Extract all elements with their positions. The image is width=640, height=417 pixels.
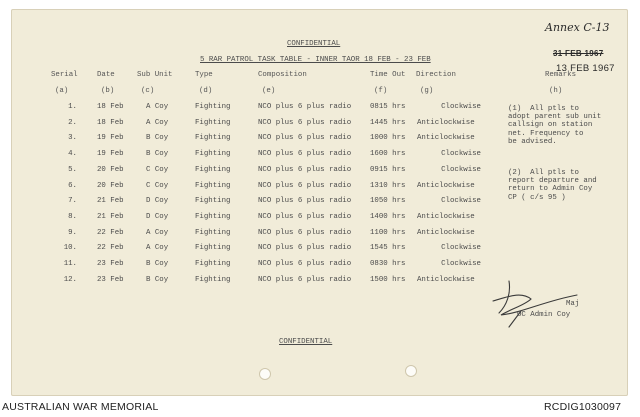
- bottom-classification: CONFIDENTIAL: [279, 338, 333, 346]
- row-composition: NCO plus 6 plus radio: [258, 134, 352, 143]
- column-header: Type: [195, 71, 213, 79]
- row-time-out: 1600 hrs: [370, 150, 406, 159]
- row-composition: NCO plus 6 plus radio: [258, 118, 352, 127]
- column-letter: (b): [101, 87, 115, 95]
- row-serial: 11.: [63, 260, 77, 268]
- row-date: 22 Feb: [97, 228, 124, 237]
- column-letter: (c): [141, 87, 155, 95]
- crossed-date-stamp: 31 FEB 1967: [553, 49, 604, 58]
- column-letter: (g): [420, 87, 434, 95]
- row-date: 19 Feb: [97, 150, 124, 159]
- row-sub-unit: B Coy: [146, 150, 169, 159]
- row-sub-unit: A Coy: [146, 228, 169, 237]
- row-serial: 3.: [68, 134, 77, 143]
- row-serial: 9.: [68, 228, 77, 237]
- row-type: Fighting: [195, 197, 231, 206]
- row-serial: 2.: [68, 118, 77, 127]
- row-time-out: 1050 hrs: [370, 197, 406, 206]
- row-serial: 7.: [68, 197, 77, 206]
- row-sub-unit: A Coy: [146, 244, 169, 253]
- row-serial: 4.: [68, 150, 77, 159]
- row-serial: 10.: [63, 244, 77, 253]
- row-date: 19 Feb: [97, 134, 124, 143]
- row-date: 21 Feb: [97, 212, 124, 221]
- row-time-out: 1100 hrs: [370, 228, 406, 237]
- column-header: Date: [97, 71, 115, 79]
- column-header: Direction: [416, 71, 456, 79]
- row-date: 23 Feb: [97, 275, 124, 284]
- row-date: 20 Feb: [97, 181, 124, 190]
- remark-1: (1) All ptls to adopt parent sub unit callsign on station net. Frequency to be advised.: [508, 105, 602, 146]
- row-composition: NCO plus 6 plus radio: [258, 212, 352, 221]
- row-sub-unit: A Coy: [146, 118, 169, 127]
- row-direction: Clockwise: [441, 103, 481, 111]
- row-date: 18 Feb: [97, 118, 124, 127]
- row-time-out: 1000 hrs: [370, 134, 406, 143]
- row-date: 23 Feb: [97, 260, 124, 268]
- row-serial: 5.: [68, 165, 77, 174]
- row-time-out: 1445 hrs: [370, 118, 406, 127]
- row-time-out: 0830 hrs: [370, 260, 406, 268]
- row-type: Fighting: [195, 150, 231, 159]
- row-time-out: 1400 hrs: [370, 212, 406, 221]
- row-type: Fighting: [195, 103, 231, 111]
- column-letter: (f): [374, 87, 388, 95]
- signature-title: OC Admin Coy: [517, 311, 571, 319]
- row-direction: Anticlockwise: [417, 212, 475, 221]
- signature: [481, 271, 601, 331]
- row-serial: 6.: [68, 181, 77, 190]
- row-time-out: 1545 hrs: [370, 244, 406, 253]
- row-composition: NCO plus 6 plus radio: [258, 228, 352, 237]
- annex-annotation: Annex C-13: [545, 21, 610, 34]
- row-serial: 8.: [68, 212, 77, 221]
- row-direction: Clockwise: [441, 150, 481, 159]
- row-date: 18 Feb: [97, 103, 124, 111]
- row-direction: Clockwise: [441, 197, 481, 206]
- top-classification: CONFIDENTIAL: [287, 40, 341, 48]
- row-type: Fighting: [195, 118, 231, 127]
- row-sub-unit: B Coy: [146, 260, 169, 268]
- column-letter: (e): [262, 87, 276, 95]
- row-serial: 1.: [68, 103, 77, 111]
- row-composition: NCO plus 6 plus radio: [258, 150, 352, 159]
- row-time-out: 0815 hrs: [370, 103, 406, 111]
- column-header: Serial: [51, 71, 78, 79]
- row-sub-unit: D Coy: [146, 197, 169, 206]
- row-composition: NCO plus 6 plus radio: [258, 244, 352, 253]
- row-direction: Anticlockwise: [417, 134, 475, 143]
- row-composition: NCO plus 6 plus radio: [258, 103, 352, 111]
- row-direction: Anticlockwise: [417, 228, 475, 237]
- row-time-out: 1500 hrs: [370, 275, 406, 284]
- row-composition: NCO plus 6 plus radio: [258, 275, 352, 284]
- column-header: Sub Unit: [137, 71, 173, 79]
- row-direction: Anticlockwise: [417, 118, 475, 127]
- row-type: Fighting: [195, 134, 231, 143]
- column-header: Composition: [258, 71, 307, 79]
- row-type: Fighting: [195, 165, 231, 174]
- row-direction: Clockwise: [441, 165, 481, 174]
- row-serial: 12.: [63, 275, 77, 284]
- document-title: 5 RAR PATROL TASK TABLE - INNER TAOR 18 FEB - 23 FEB: [200, 56, 431, 64]
- row-type: Fighting: [195, 228, 231, 237]
- row-sub-unit: B Coy: [146, 134, 169, 143]
- column-letter: (d): [199, 87, 213, 95]
- row-composition: NCO plus 6 plus radio: [258, 165, 352, 174]
- punch-hole-left: [259, 368, 271, 380]
- signature-rank: Maj: [566, 300, 580, 308]
- column-letter: (a): [55, 87, 69, 95]
- row-composition: NCO plus 6 plus radio: [258, 181, 352, 190]
- row-direction: Anticlockwise: [417, 181, 475, 190]
- row-type: Fighting: [195, 181, 231, 190]
- row-sub-unit: D Coy: [146, 212, 169, 221]
- document-page: [11, 9, 628, 396]
- row-direction: Anticlockwise: [417, 275, 475, 284]
- row-time-out: 1310 hrs: [370, 181, 406, 190]
- column-header: Time Out: [370, 71, 406, 79]
- row-date: 22 Feb: [97, 244, 124, 253]
- column-letter: (h): [549, 87, 563, 95]
- row-sub-unit: A Coy: [146, 103, 169, 111]
- punch-hole-right: [405, 365, 417, 377]
- footer-id: RCDIG1030097: [544, 401, 622, 413]
- row-composition: NCO plus 6 plus radio: [258, 260, 352, 268]
- row-direction: Clockwise: [441, 244, 481, 253]
- row-date: 21 Feb: [97, 197, 124, 206]
- row-sub-unit: B Coy: [146, 275, 169, 284]
- row-time-out: 0915 hrs: [370, 165, 406, 174]
- row-sub-unit: C Coy: [146, 165, 169, 174]
- row-date: 20 Feb: [97, 165, 124, 174]
- remark-2: (2) All ptls to report departure and return to Admin Coy CP ( c/s 95 ): [508, 169, 597, 202]
- received-date-stamp: 13 FEB 1967: [556, 63, 615, 74]
- row-composition: NCO plus 6 plus radio: [258, 197, 352, 206]
- row-type: Fighting: [195, 244, 231, 253]
- column-header: Remarks: [545, 71, 577, 79]
- row-type: Fighting: [195, 260, 231, 268]
- row-sub-unit: C Coy: [146, 181, 169, 190]
- footer-source: AUSTRALIAN WAR MEMORIAL: [2, 401, 159, 413]
- row-direction: Clockwise: [441, 260, 481, 268]
- row-type: Fighting: [195, 212, 231, 221]
- row-type: Fighting: [195, 275, 231, 284]
